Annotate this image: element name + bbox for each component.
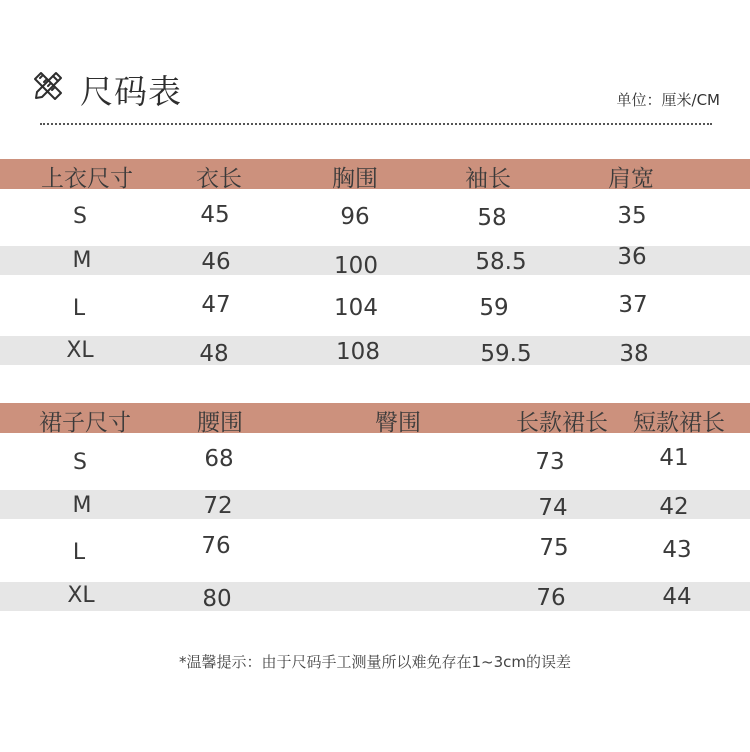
- tops-sleeve-cell: 59: [479, 295, 509, 321]
- skirts-short-cell: 42: [659, 494, 689, 520]
- skirts-waist-cell: 72: [203, 493, 233, 519]
- tops-chest-cell: 96: [340, 204, 370, 230]
- skirts-size-cell: S: [73, 450, 87, 475]
- skirts-long-cell: 74: [538, 495, 568, 521]
- skirts-waist-cell: 80: [202, 586, 232, 612]
- skirts-row-stripe: [0, 582, 750, 611]
- tops-shoulder-cell: 38: [619, 341, 649, 367]
- tops-size-cell: L: [72, 296, 86, 321]
- skirts-size-cell: M: [72, 493, 92, 518]
- page-title: 尺码表: [80, 72, 182, 111]
- tops-header-chest: 胸围: [332, 166, 378, 192]
- dotted-divider: [40, 123, 712, 125]
- skirts-size-cell: L: [72, 540, 86, 565]
- skirts-short-cell: 44: [662, 584, 692, 610]
- tops-size-cell: XL: [66, 338, 94, 363]
- skirts-waist-cell: 68: [204, 446, 234, 472]
- skirts-header-size: 裙子尺寸: [39, 410, 131, 436]
- measurement-note: *温馨提示：由于尺码手工测量所以难免存在1~3cm的误差: [178, 653, 572, 671]
- tops-shoulder-cell: 37: [618, 292, 648, 318]
- tops-length-cell: 45: [200, 202, 230, 228]
- tops-size-cell: M: [72, 248, 92, 273]
- tops-shoulder-cell: 35: [617, 203, 647, 229]
- skirts-size-cell: XL: [67, 583, 95, 608]
- unit-label: 单位：厘米/CM: [616, 91, 720, 109]
- tops-header-shoulder: 肩宽: [608, 166, 654, 192]
- tops-header-sleeve: 袖长: [465, 166, 511, 192]
- tops-header-size: 上衣尺寸: [41, 166, 133, 192]
- tops-sleeve-cell: 58.5: [475, 249, 527, 275]
- skirts-header-hip: 臀围: [375, 410, 421, 436]
- skirts-header-long-length: 长款裙长: [516, 410, 608, 436]
- tops-shoulder-cell: 36: [617, 244, 647, 270]
- tops-length-cell: 46: [201, 249, 231, 275]
- tops-chest-cell: 108: [336, 339, 380, 365]
- tops-sleeve-cell: 59.5: [480, 341, 532, 367]
- skirts-short-cell: 41: [659, 445, 689, 471]
- ruler-pencil-cross-icon: [32, 70, 64, 102]
- skirts-row-stripe: [0, 490, 750, 519]
- skirts-long-cell: 76: [536, 585, 566, 611]
- skirts-short-cell: 43: [662, 537, 692, 563]
- skirts-waist-cell: 76: [201, 533, 231, 559]
- tops-header-length: 衣长: [196, 166, 242, 192]
- tops-size-cell: S: [73, 204, 87, 229]
- tops-length-cell: 48: [199, 341, 229, 367]
- skirts-header-waist: 腰围: [197, 410, 243, 436]
- tops-chest-cell: 100: [334, 253, 378, 279]
- tops-length-cell: 47: [201, 292, 231, 318]
- skirts-header-short-length: 短款裙长: [633, 410, 725, 436]
- skirts-long-cell: 73: [535, 449, 565, 475]
- skirts-long-cell: 75: [539, 535, 569, 561]
- tops-sleeve-cell: 58: [477, 205, 507, 231]
- tops-chest-cell: 104: [334, 295, 378, 321]
